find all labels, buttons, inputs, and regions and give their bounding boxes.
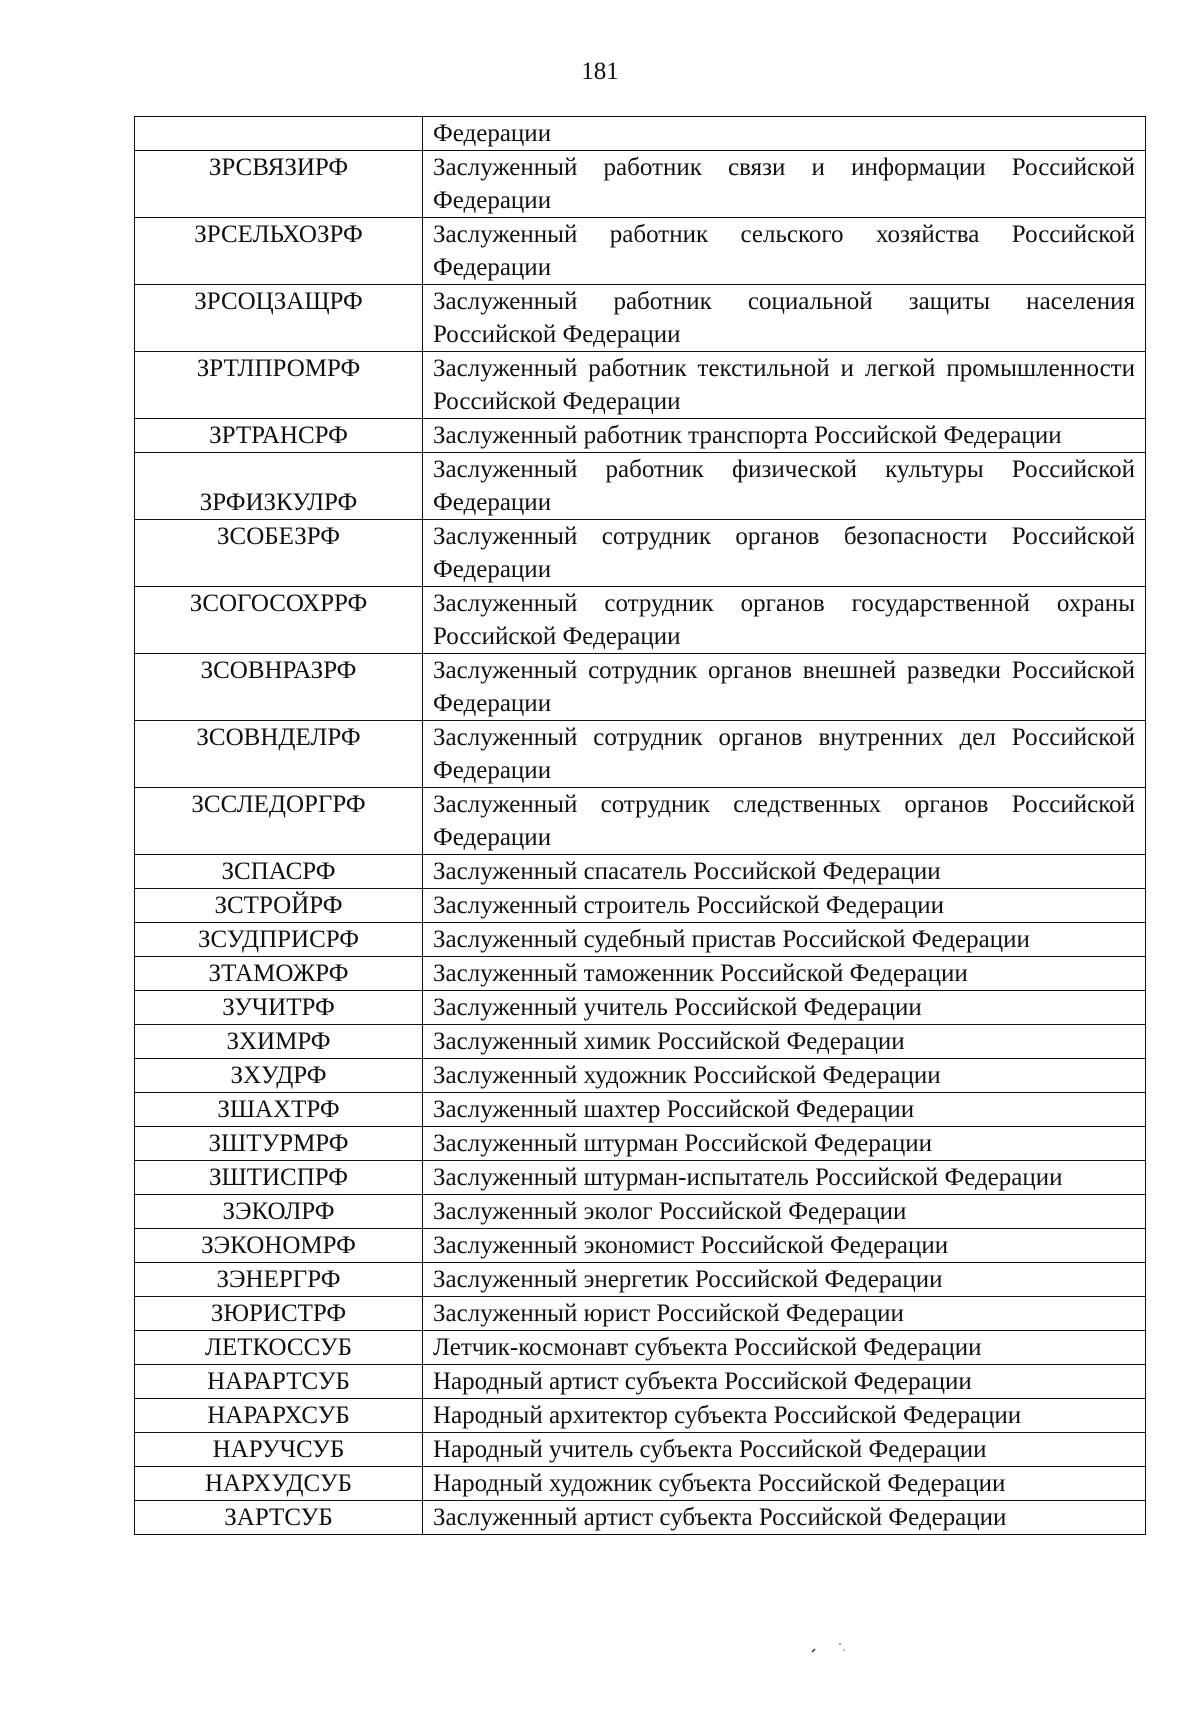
description-cell: Заслуженный работник текстильной и легкой промышленности Российской Федерации xyxy=(423,352,1146,419)
table-row xyxy=(135,587,1146,654)
code-cell: ЗСОВНРАЗРФ xyxy=(135,654,423,721)
description-cell: Заслуженный энергетик Российской Федерации xyxy=(423,1263,1146,1297)
description-cell: Заслуженный художник Российской Федерации xyxy=(423,1059,1146,1093)
code-cell: ЗССЛЕДОРГРФ xyxy=(135,788,423,855)
table-row xyxy=(135,285,1146,352)
description-cell: Заслуженный судебный пристав Российской Федерации xyxy=(423,923,1146,957)
description-cell: Заслуженный юрист Российской Федерации xyxy=(423,1297,1146,1331)
description-cell: Заслуженный спасатель Российской Федерации xyxy=(423,855,1146,889)
table-row xyxy=(135,1025,1146,1059)
description-cell: Заслуженный работник сельского хозяйства Российской Федерации xyxy=(423,218,1146,285)
code-cell: НАРХУДСУБ xyxy=(135,1467,423,1501)
codes-table-body xyxy=(135,117,1146,1535)
description-cell: Заслуженный штурман Российской Федерации xyxy=(423,1127,1146,1161)
code-cell: ЗРТЛПРОМРФ xyxy=(135,352,423,419)
code-cell: ЗСПАСРФ xyxy=(135,855,423,889)
table-row xyxy=(135,1433,1146,1467)
table-row xyxy=(135,1127,1146,1161)
table-row xyxy=(135,419,1146,453)
description-cell: Заслуженный строитель Российской Федерации xyxy=(423,889,1146,923)
table-row xyxy=(135,1467,1146,1501)
table-row xyxy=(135,654,1146,721)
code-cell: ЗСУДПРИСРФ xyxy=(135,923,423,957)
description-cell: Заслуженный артист субъекта Российской Федерации xyxy=(423,1501,1146,1535)
description-cell: Заслуженный работник связи и информации Российской Федерации xyxy=(423,151,1146,218)
table-row xyxy=(135,1059,1146,1093)
code-cell: ЗХИМРФ xyxy=(135,1025,423,1059)
table-row xyxy=(135,1331,1146,1365)
code-cell: ЗСОБЕЗРФ xyxy=(135,520,423,587)
code-cell: ЗШТУРМРФ xyxy=(135,1127,423,1161)
description-cell: Народный артист субъекта Российской Федерации xyxy=(423,1365,1146,1399)
table-row xyxy=(135,721,1146,788)
codes-table-container xyxy=(134,116,1146,1535)
table-row xyxy=(135,1093,1146,1127)
table-row xyxy=(135,1229,1146,1263)
description-cell: Заслуженный штурман-испытатель Российской Федерации xyxy=(423,1161,1146,1195)
code-cell: ЗСОГОСОХРРФ xyxy=(135,587,423,654)
table-row xyxy=(135,855,1146,889)
table-row xyxy=(135,352,1146,419)
description-cell: Заслуженный работник социальной защиты населения Российской Федерации xyxy=(423,285,1146,352)
description-cell: Заслуженный сотрудник органов внешней разведки Российской Федерации xyxy=(423,654,1146,721)
codes-table xyxy=(134,116,1146,1535)
table-row xyxy=(135,1365,1146,1399)
table-row xyxy=(135,1263,1146,1297)
description-cell: Заслуженный таможенник Российской Федерации xyxy=(423,957,1146,991)
code-cell: ЛЕТКОССУБ xyxy=(135,1331,423,1365)
code-cell xyxy=(135,117,423,151)
page-number: 181 xyxy=(581,58,619,85)
code-cell: ЗАРТСУБ xyxy=(135,1501,423,1535)
table-row xyxy=(135,923,1146,957)
description-cell: Народный художник субъекта Российской Федерации xyxy=(423,1467,1146,1501)
description-cell: Заслуженный работник транспорта Российской Федерации xyxy=(423,419,1146,453)
table-row xyxy=(135,1161,1146,1195)
code-cell: ЗЭНЕРГРФ xyxy=(135,1263,423,1297)
table-row xyxy=(135,218,1146,285)
code-cell: ЗХУДРФ xyxy=(135,1059,423,1093)
code-cell: НАРАРХСУБ xyxy=(135,1399,423,1433)
description-cell: Заслуженный сотрудник органов внутренних дел Российской Федерации xyxy=(423,721,1146,788)
table-row xyxy=(135,151,1146,218)
description-cell: Заслуженный сотрудник органов государственной охраны Российской Федерации xyxy=(423,587,1146,654)
code-cell: ЗРТРАНСРФ xyxy=(135,419,423,453)
code-cell: ЗСОВНДЕЛРФ xyxy=(135,721,423,788)
table-row xyxy=(135,520,1146,587)
code-cell: ЗШТИСПРФ xyxy=(135,1161,423,1195)
table-row xyxy=(135,788,1146,855)
code-cell: ЗСТРОЙРФ xyxy=(135,889,423,923)
description-cell: Заслуженный экономист Российской Федерации xyxy=(423,1229,1146,1263)
description-cell: Заслуженный эколог Российской Федерации xyxy=(423,1195,1146,1229)
pen-mark xyxy=(810,1638,850,1658)
code-cell: ЗУЧИТРФ xyxy=(135,991,423,1025)
table-row xyxy=(135,1501,1146,1535)
code-cell: НАРАРТСУБ xyxy=(135,1365,423,1399)
code-cell: ЗРСОЦЗАЩРФ xyxy=(135,285,423,352)
table-row xyxy=(135,1195,1146,1229)
table-row xyxy=(135,889,1146,923)
table-row xyxy=(135,1399,1146,1433)
table-row xyxy=(135,453,1146,520)
description-cell: Заслуженный работник физической культуры Российской Федерации xyxy=(423,453,1146,520)
description-cell: Заслуженный учитель Российской Федерации xyxy=(423,991,1146,1025)
table-row xyxy=(135,117,1146,151)
description-cell: Заслуженный сотрудник следственных органов Российской Федерации xyxy=(423,788,1146,855)
code-cell: ЗЭКОЛРФ xyxy=(135,1195,423,1229)
code-cell: НАРУЧСУБ xyxy=(135,1433,423,1467)
code-cell: ЗШАХТРФ xyxy=(135,1093,423,1127)
table-row xyxy=(135,957,1146,991)
table-row xyxy=(135,991,1146,1025)
description-cell: Народный архитектор субъекта Российской Федерации xyxy=(423,1399,1146,1433)
code-cell: ЗРСЕЛЬХОЗРФ xyxy=(135,218,423,285)
code-cell: ЗЭКОНОМРФ xyxy=(135,1229,423,1263)
code-cell: ЗРФИЗКУЛРФ xyxy=(135,453,423,520)
description-cell: Заслуженный сотрудник органов безопасности Российской Федерации xyxy=(423,520,1146,587)
table-row xyxy=(135,1297,1146,1331)
description-cell: Летчик-космонавт субъекта Российской Федерации xyxy=(423,1331,1146,1365)
description-cell: Заслуженный шахтер Российской Федерации xyxy=(423,1093,1146,1127)
code-cell: ЗТАМОЖРФ xyxy=(135,957,423,991)
code-cell: ЗРСВЯЗИРФ xyxy=(135,151,423,218)
description-cell: Федерации xyxy=(423,117,1146,151)
code-cell: ЗЮРИСТРФ xyxy=(135,1297,423,1331)
description-cell: Заслуженный химик Российской Федерации xyxy=(423,1025,1146,1059)
description-cell: Народный учитель субъекта Российской Федерации xyxy=(423,1433,1146,1467)
